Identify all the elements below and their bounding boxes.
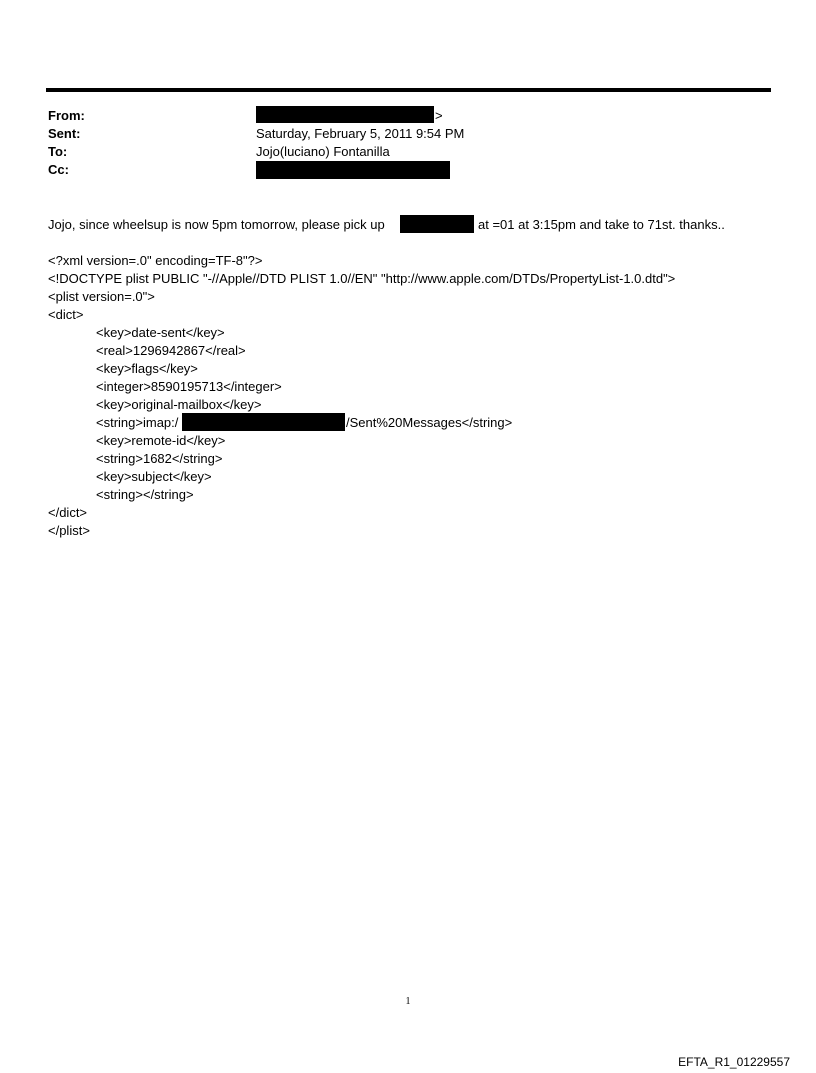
document-id: EFTA_R1_01229557 — [678, 1055, 790, 1069]
plist-line: <key>remote-id</key> — [96, 433, 226, 448]
plist-line: <key>date-sent</key> — [96, 325, 225, 340]
sent-label: Sent: — [48, 126, 81, 141]
plist-line: <real>1296942867</real> — [96, 343, 246, 358]
plist-line: <key>subject</key> — [96, 469, 212, 484]
plist-line: <key>original-mailbox</key> — [96, 397, 262, 412]
plist-line: <key>flags</key> — [96, 361, 198, 376]
from-suffix: > — [435, 108, 443, 123]
imap-suffix: /Sent%20Messages</string> — [346, 415, 513, 430]
header-rule — [46, 88, 771, 92]
doctype-line: <!DOCTYPE plist PUBLIC "-//Apple//DTD PLIST 1.0//EN" "http://www.apple.com/DTDs/PropertyList-1.0.dtd"> — [48, 271, 676, 286]
dict-close: </dict> — [48, 505, 88, 520]
plist-line: <integer>8590195713</integer> — [96, 379, 282, 394]
plist-open: <plist version=.0"> — [48, 289, 155, 304]
page-number: 1 — [405, 996, 411, 1007]
plist-line: <string>1682</string> — [96, 451, 223, 466]
redaction-message — [400, 215, 474, 233]
redaction-imap — [182, 413, 345, 431]
sent-value: Saturday, February 5, 2011 9:54 PM — [256, 126, 465, 141]
plist-line: <string></string> — [96, 487, 194, 502]
message-text-before: Jojo, since wheelsup is now 5pm tomorrow, please pick up — [48, 217, 385, 232]
cc-label: Cc: — [48, 162, 69, 177]
xml-declaration: <?xml version=.0" encoding=TF-8"?> — [48, 253, 263, 268]
plist-close: </plist> — [48, 523, 90, 538]
imap-prefix: <string>imap:/ — [96, 415, 179, 430]
from-label: From: — [48, 108, 85, 123]
dict-open: <dict> — [48, 307, 84, 322]
redaction-from — [256, 106, 434, 123]
to-label: To: — [48, 144, 68, 159]
message-text-after: at =01 at 3:15pm and take to 71st. thanks.. — [478, 217, 725, 232]
to-value: Jojo(luciano) Fontanilla — [256, 144, 390, 159]
redaction-cc — [256, 161, 450, 179]
